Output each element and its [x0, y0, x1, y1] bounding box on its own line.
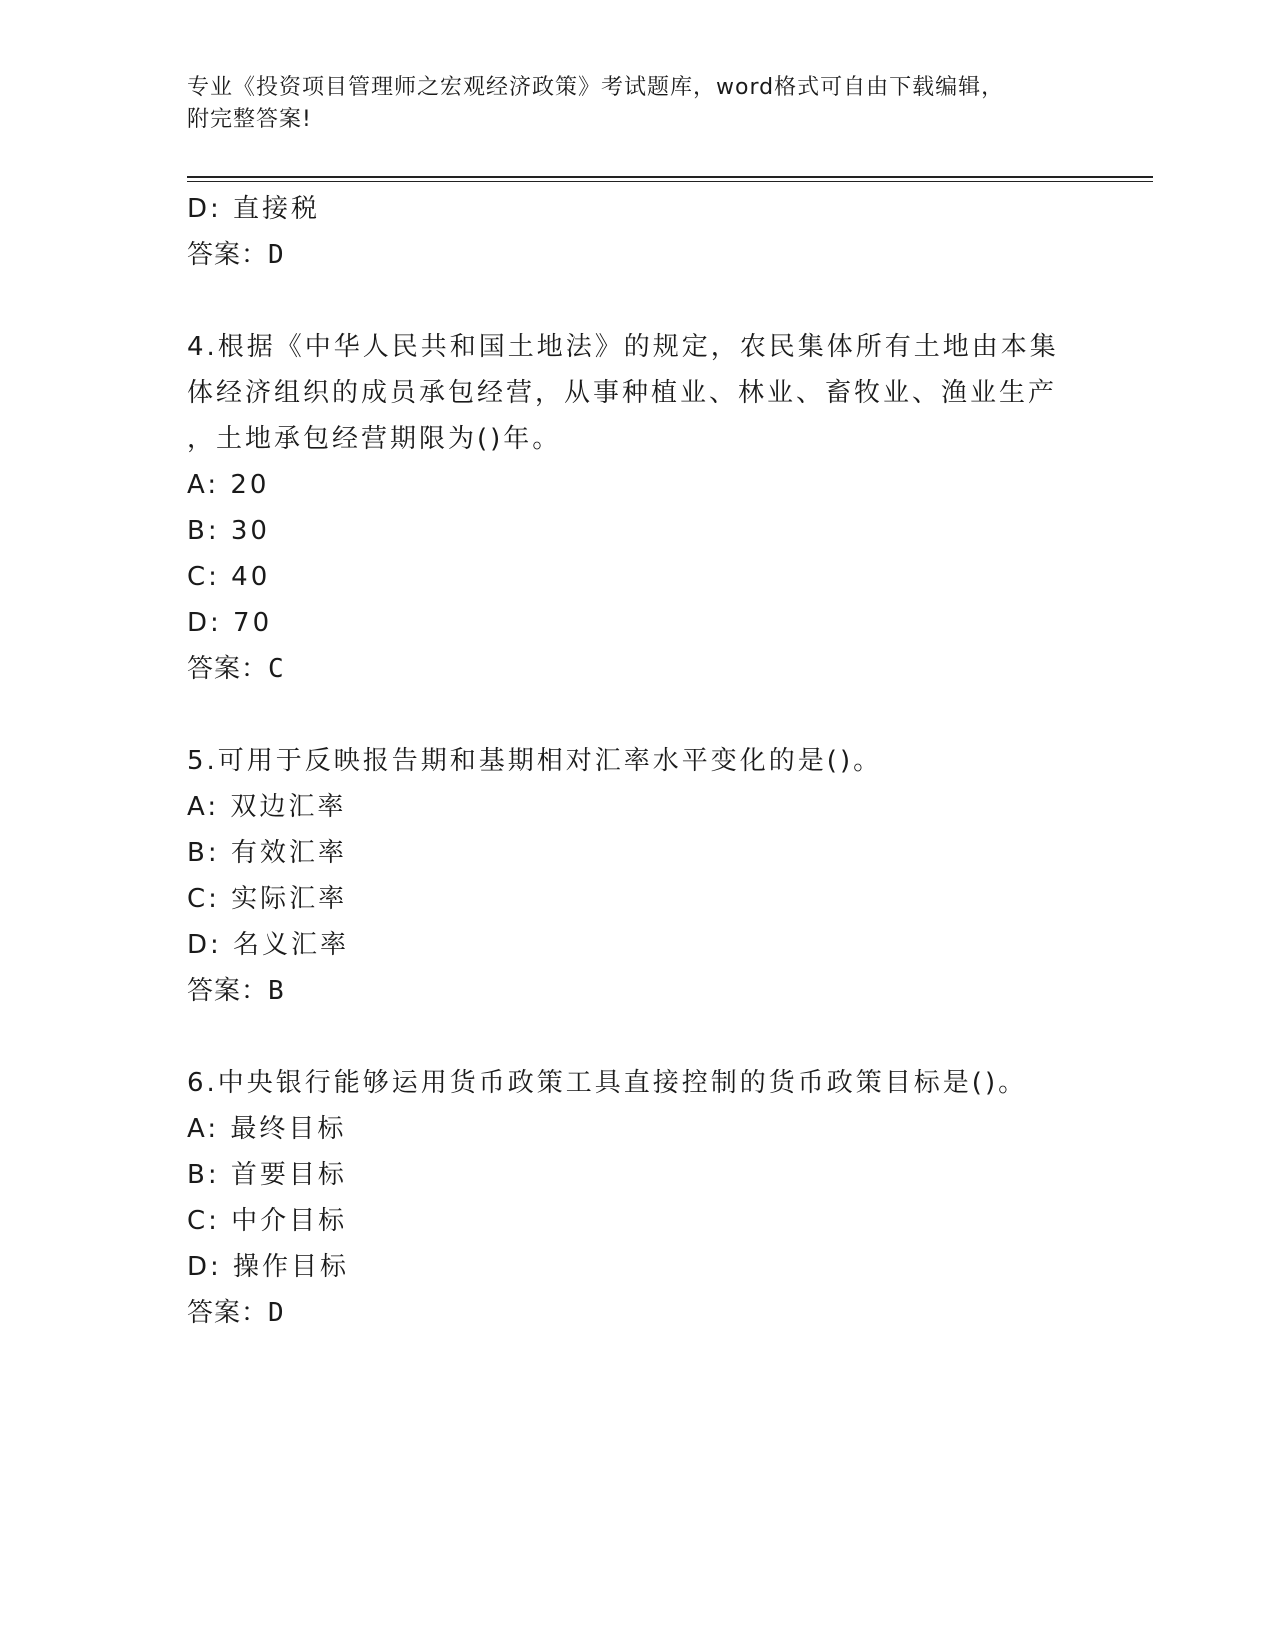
question-5	[187, 738, 1087, 1014]
option-b: B: 有效汇率	[187, 838, 347, 868]
option-d: D: 名义汇率	[187, 930, 350, 960]
header-line-1: 专业《投资项目管理师之宏观经济政策》考试题库，word格式可自由下载编辑，	[187, 75, 1005, 100]
answer-line	[187, 232, 1087, 278]
answer-value: D	[268, 1298, 285, 1328]
option-d: D: 70	[187, 608, 273, 638]
question-6	[187, 1060, 1087, 1336]
question-stem-line: 6.中央银行能够运用货币政策工具直接控制的货币政策目标是()。	[187, 1068, 1028, 1098]
document-body	[187, 186, 1087, 1336]
option-b: B: 30	[187, 516, 270, 546]
answer-label: 答案：	[187, 1298, 269, 1328]
option-a: A: 最终目标	[187, 1114, 347, 1144]
option-d: D: 直接税	[187, 194, 321, 224]
question-stem-line: 体经济组织的成员承包经营，从事种植业、林业、畜牧业、渔业生产	[187, 378, 1058, 408]
answer-line	[187, 1290, 1087, 1336]
option-c: C: 实际汇率	[187, 884, 348, 914]
answer-label: 答案：	[187, 240, 269, 270]
question-spacer	[187, 1014, 1087, 1060]
option-a: A: 双边汇率	[187, 792, 347, 822]
question-spacer	[187, 692, 1087, 738]
answer-line	[187, 646, 1087, 692]
question-spacer	[187, 278, 1087, 324]
answer-label: 答案：	[187, 976, 269, 1006]
option-c: C: 40	[187, 562, 271, 592]
header-divider	[187, 176, 1153, 182]
document-header	[187, 72, 1067, 136]
header-line-2: 附完整答案!	[187, 107, 312, 132]
answer-line	[187, 968, 1087, 1014]
question-4	[187, 324, 1087, 692]
question-stem-line: ，土地承包经营期限为()年。	[187, 424, 562, 454]
answer-value: C	[268, 654, 285, 684]
option-c: C: 中介目标	[187, 1206, 348, 1236]
question-stem-line: 4.根据《中华人民共和国土地法》的规定，农民集体所有土地由本集	[187, 332, 1059, 362]
answer-value: D	[268, 240, 285, 270]
question-stem-line: 5.可用于反映报告期和基期相对汇率水平变化的是()。	[187, 746, 883, 776]
answer-label: 答案：	[187, 654, 269, 684]
option-b: B: 首要目标	[187, 1160, 347, 1190]
option-a: A: 20	[187, 470, 270, 500]
answer-value: B	[268, 976, 285, 1006]
option-d: D: 操作目标	[187, 1252, 350, 1282]
